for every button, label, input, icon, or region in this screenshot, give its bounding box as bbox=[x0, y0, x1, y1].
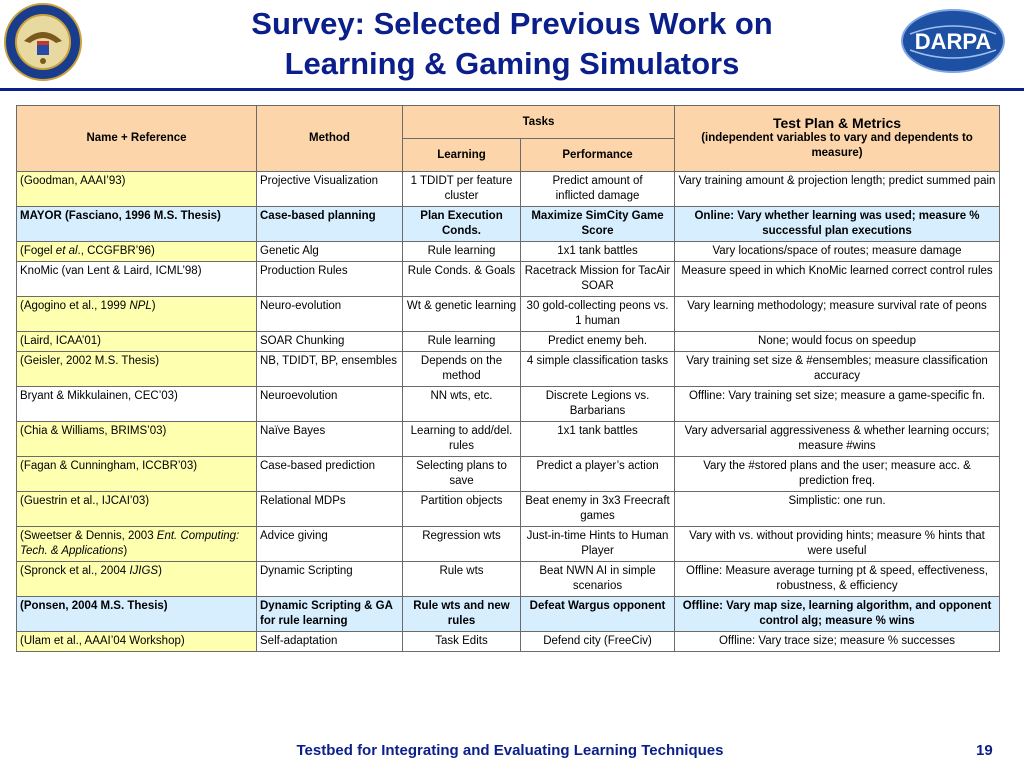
slide-title bbox=[170, 4, 854, 84]
row-name: KnoMic (van Lent & Laird, ICML’98) bbox=[17, 262, 257, 297]
table-row bbox=[17, 207, 1000, 242]
row-test-plan: Simplistic: one run. bbox=[675, 492, 1000, 527]
row-learning: Rule learning bbox=[403, 332, 521, 352]
row-method: Neuroevolution bbox=[257, 387, 403, 422]
row-name: (Laird, ICAA’01) bbox=[17, 332, 257, 352]
table-row bbox=[17, 597, 1000, 632]
row-performance: 1x1 tank battles bbox=[521, 422, 675, 457]
row-performance: Predict enemy beh. bbox=[521, 332, 675, 352]
row-learning: 1 TDIDT per feature cluster bbox=[403, 172, 521, 207]
row-method: Advice giving bbox=[257, 527, 403, 562]
row-method: Case-based prediction bbox=[257, 457, 403, 492]
darpa-logo-text: DARPA bbox=[914, 29, 992, 54]
table-row bbox=[17, 332, 1000, 352]
row-performance: Discrete Legions vs. Barbarians bbox=[521, 387, 675, 422]
row-name: (Fagan & Cunningham, ICCBR’03) bbox=[17, 457, 257, 492]
row-method: Production Rules bbox=[257, 262, 403, 297]
row-learning: Rule Conds. & Goals bbox=[403, 262, 521, 297]
header-tasks: Tasks bbox=[403, 106, 675, 139]
row-test-plan: Offline: Vary map size, learning algorithm, and opponent control alg; measure % wins bbox=[675, 597, 1000, 632]
row-name: (Agogino et al., 1999 NPL) bbox=[17, 297, 257, 332]
table-row bbox=[17, 297, 1000, 332]
row-test-plan: Offline: Vary trace size; measure % successes bbox=[675, 632, 1000, 652]
row-method: Self-adaptation bbox=[257, 632, 403, 652]
row-method: Projective Visualization bbox=[257, 172, 403, 207]
row-method: Neuro-evolution bbox=[257, 297, 403, 332]
slide-footer: Testbed for Integrating and Evaluating Learning Techniques bbox=[296, 742, 724, 759]
row-test-plan: Vary locations/space of routes; measure damage bbox=[675, 242, 1000, 262]
row-test-plan: Vary the #stored plans and the user; measure acc. & prediction freq. bbox=[675, 457, 1000, 492]
row-name: (Goodman, AAAI’93) bbox=[17, 172, 257, 207]
header-name-reference: Name + Reference bbox=[17, 106, 257, 172]
row-learning: Wt & genetic learning bbox=[403, 297, 521, 332]
row-performance: 1x1 tank battles bbox=[521, 242, 675, 262]
table-row bbox=[17, 632, 1000, 652]
table-row bbox=[17, 492, 1000, 527]
row-learning: Learning to add/del. rules bbox=[403, 422, 521, 457]
row-test-plan: Vary learning methodology; measure survival rate of peons bbox=[675, 297, 1000, 332]
row-learning: Depends on the method bbox=[403, 352, 521, 387]
header-learning: Learning bbox=[403, 139, 521, 172]
slide-title-line-2: Learning & Gaming Simulators bbox=[284, 46, 740, 81]
row-name: (Ponsen, 2004 M.S. Thesis) bbox=[17, 597, 257, 632]
table-row bbox=[17, 262, 1000, 297]
survey-table bbox=[16, 105, 1000, 652]
row-name: (Geisler, 2002 M.S. Thesis) bbox=[17, 352, 257, 387]
page-number: 19 bbox=[976, 742, 993, 759]
table-row bbox=[17, 242, 1000, 262]
row-performance: Just-in-time Hints to Human Player bbox=[521, 527, 675, 562]
row-test-plan: Vary training amount & projection length; predict summed pain bbox=[675, 172, 1000, 207]
table-row bbox=[17, 172, 1000, 207]
row-name: MAYOR (Fasciano, 1996 M.S. Thesis) bbox=[17, 207, 257, 242]
row-method: Relational MDPs bbox=[257, 492, 403, 527]
table-row bbox=[17, 387, 1000, 422]
header-test-plan-subtitle: (independent variables to vary and dependents to measure) bbox=[701, 132, 973, 159]
header-method: Method bbox=[257, 106, 403, 172]
slide-title-line-1: Survey: Selected Previous Work on bbox=[251, 6, 773, 41]
row-method: Case-based planning bbox=[257, 207, 403, 242]
row-learning: Rule learning bbox=[403, 242, 521, 262]
row-learning: Task Edits bbox=[403, 632, 521, 652]
row-name: (Chia & Williams, BRIMS’03) bbox=[17, 422, 257, 457]
row-name: (Guestrin et al., IJCAI’03) bbox=[17, 492, 257, 527]
darpa-logo bbox=[900, 8, 1006, 74]
row-test-plan: None; would focus on speedup bbox=[675, 332, 1000, 352]
table-row bbox=[17, 422, 1000, 457]
row-test-plan: Vary adversarial aggressiveness & whether learning occurs; measure #wins bbox=[675, 422, 1000, 457]
table-row bbox=[17, 352, 1000, 387]
row-test-plan: Vary training set size & #ensembles; measure classification accuracy bbox=[675, 352, 1000, 387]
row-method: Genetic Alg bbox=[257, 242, 403, 262]
row-performance: Maximize SimCity Game Score bbox=[521, 207, 675, 242]
row-performance: Racetrack Mission for TacAir SOAR bbox=[521, 262, 675, 297]
row-name: (Ulam et al., AAAI’04 Workshop) bbox=[17, 632, 257, 652]
row-method: Dynamic Scripting bbox=[257, 562, 403, 597]
row-method: NB, TDIDT, BP, ensembles bbox=[257, 352, 403, 387]
row-test-plan: Offline: Measure average turning pt & speed, effectiveness, robustness, & efficiency bbox=[675, 562, 1000, 597]
header-test-plan-title: Test Plan & Metrics bbox=[772, 115, 902, 131]
title-divider bbox=[0, 88, 1024, 91]
row-name: (Spronck et al., 2004 IJIGS) bbox=[17, 562, 257, 597]
row-method: Dynamic Scripting & GA for rule learning bbox=[257, 597, 403, 632]
row-test-plan: Online: Vary whether learning was used; measure % successful plan executions bbox=[675, 207, 1000, 242]
row-learning: Plan Execution Conds. bbox=[403, 207, 521, 242]
row-test-plan: Measure speed in which KnoMic learned correct control rules bbox=[675, 262, 1000, 297]
row-performance: 30 gold-collecting peons vs. 1 human bbox=[521, 297, 675, 332]
row-performance: Defend city (FreeCiv) bbox=[521, 632, 675, 652]
table-row bbox=[17, 457, 1000, 492]
row-name: (Fogel et al., CCGFBR’96) bbox=[17, 242, 257, 262]
row-learning: Partition objects bbox=[403, 492, 521, 527]
row-learning: NN wts, etc. bbox=[403, 387, 521, 422]
table-row bbox=[17, 562, 1000, 597]
row-performance: 4 simple classification tasks bbox=[521, 352, 675, 387]
row-performance: Defeat Wargus opponent bbox=[521, 597, 675, 632]
navy-research-lab-seal-logo bbox=[4, 3, 82, 81]
row-learning: Rule wts and new rules bbox=[403, 597, 521, 632]
row-method: SOAR Chunking bbox=[257, 332, 403, 352]
row-method: Naïve Bayes bbox=[257, 422, 403, 457]
row-learning: Rule wts bbox=[403, 562, 521, 597]
row-name: (Sweetser & Dennis, 2003 Ent. Computing: Tech. & Applications) bbox=[17, 527, 257, 562]
row-performance: Predict a player’s action bbox=[521, 457, 675, 492]
header-test-plan bbox=[675, 106, 1000, 172]
row-test-plan: Vary with vs. without providing hints; measure % hints that were useful bbox=[675, 527, 1000, 562]
row-test-plan: Offline: Vary training set size; measure a game-specific fn. bbox=[675, 387, 1000, 422]
table-row bbox=[17, 527, 1000, 562]
row-learning: Selecting plans to save bbox=[403, 457, 521, 492]
row-performance: Predict amount of inflicted damage bbox=[521, 172, 675, 207]
row-name: Bryant & Mikkulainen, CEC’03) bbox=[17, 387, 257, 422]
row-performance: Beat enemy in 3x3 Freecraft games bbox=[521, 492, 675, 527]
row-learning: Regression wts bbox=[403, 527, 521, 562]
row-performance: Beat NWN AI in simple scenarios bbox=[521, 562, 675, 597]
header-performance: Performance bbox=[521, 139, 675, 172]
